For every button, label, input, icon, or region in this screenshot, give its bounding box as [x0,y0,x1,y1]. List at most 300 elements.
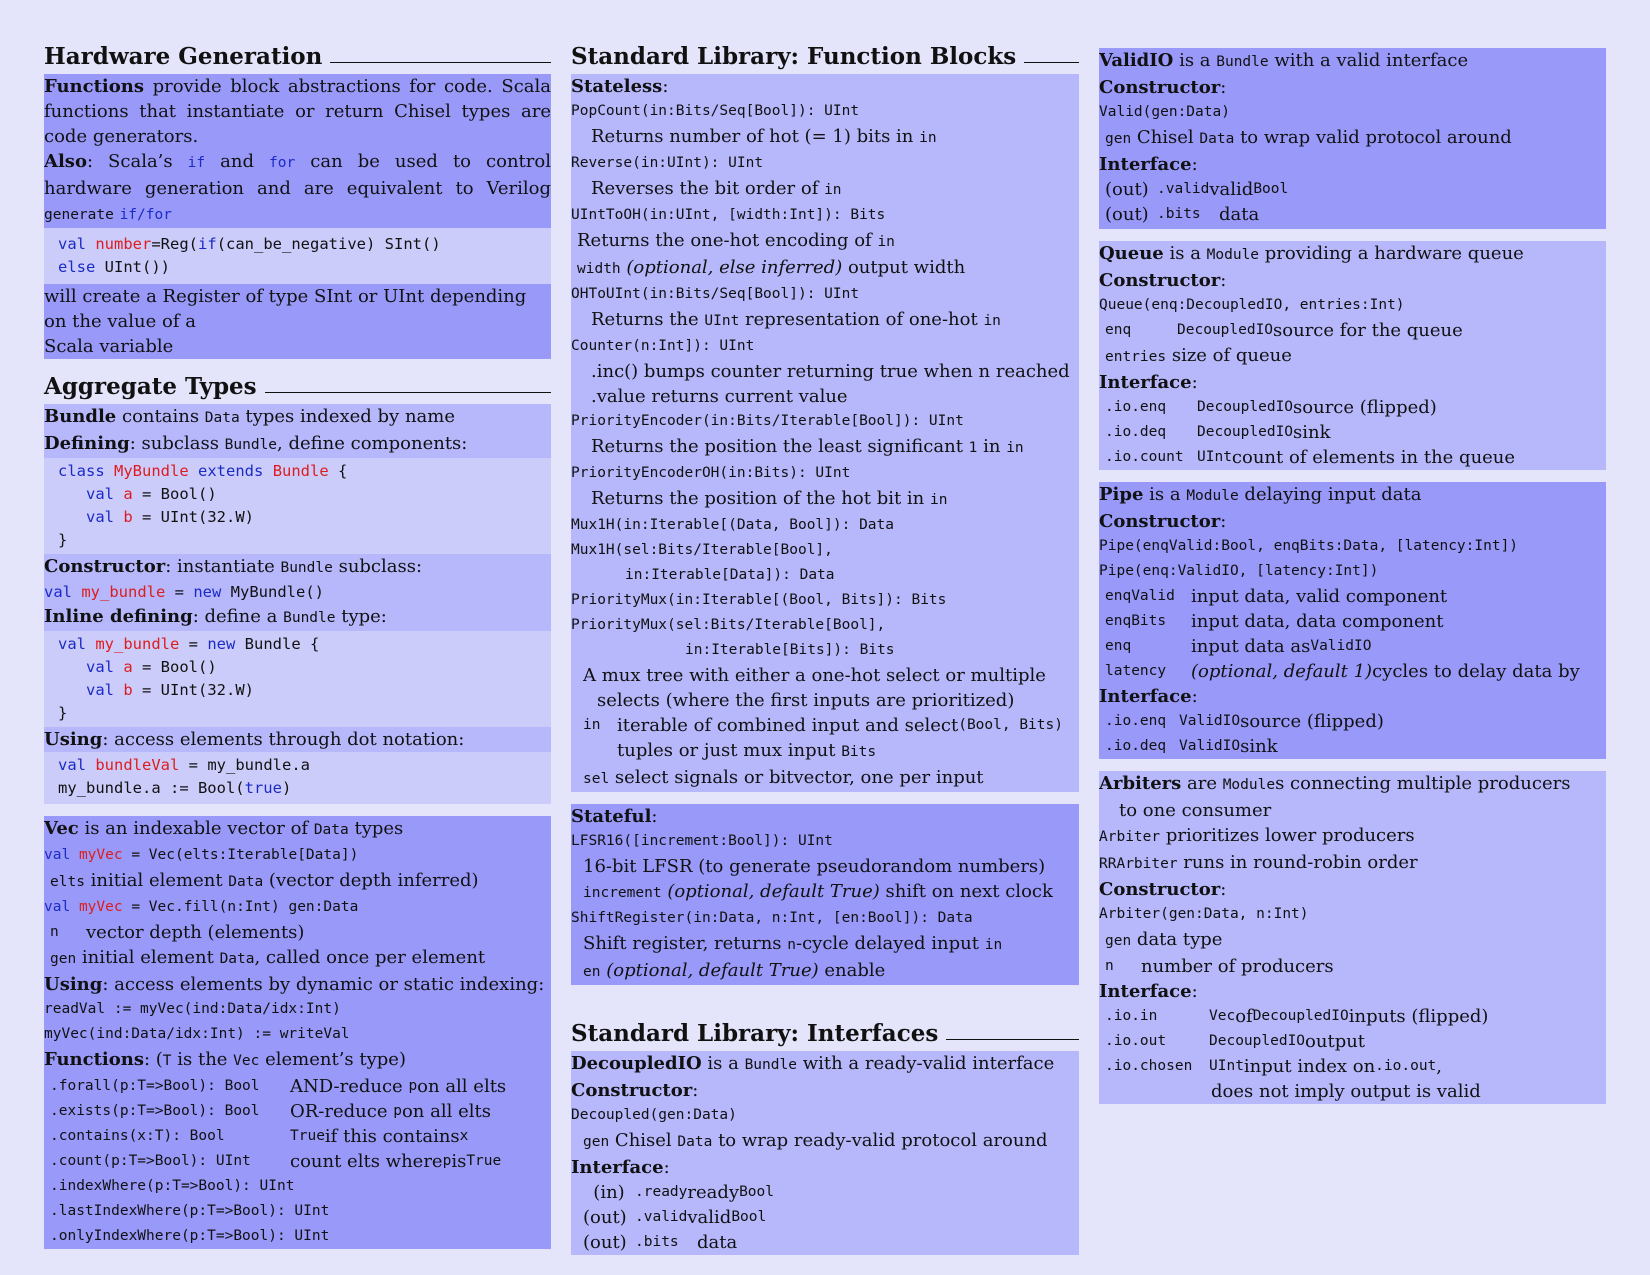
line: Stateful: [571,806,658,827]
section-title: Standard Library: Interfaces [571,1020,939,1047]
text: runs in round-robin order [1177,852,1418,873]
text: (out) [583,1232,627,1253]
code: .forall(p:T=>Bool): Bool [50,1078,260,1094]
code: = Bool() [132,485,217,503]
code-line [44,656,551,679]
code: Vec [1209,1008,1236,1024]
code: Data [1199,131,1235,147]
line [1099,1054,1606,1079]
code: val [86,485,114,503]
text: of [1235,1006,1253,1027]
code-line [44,506,551,529]
code: ValidIO [1310,638,1372,654]
term: Defining [44,433,130,454]
line [1099,445,1606,470]
code: .bits [635,1234,679,1250]
term: Constructor [1099,77,1221,98]
section-aggregate-types [44,370,551,404]
code: .io.deq [1105,738,1167,754]
line [1099,395,1606,420]
code: .ready [635,1184,688,1200]
text: input data, data component [1191,611,1444,632]
line: selects (where the first inputs are prioritized) [597,690,1015,711]
code: entries [1105,349,1167,365]
text: : instantiate [165,556,281,577]
code: = UInt(32.W) [132,508,255,526]
code: ValidIO [1179,738,1241,754]
code: true [244,779,282,797]
text: OR-reduce [290,1101,388,1122]
column-1 [44,40,551,1249]
code: my_bundle.a := Bool( [58,779,245,797]
text: are [1181,773,1223,794]
code: gen [1105,131,1132,147]
line: Queue(enq:DecoupledIO, entries:Int) [1099,297,1405,313]
text: Chisel [609,1130,678,1151]
text: Returns number of hot (= 1) bits in [591,126,920,147]
code-line [44,777,551,800]
text: (optional, default True) [606,960,819,981]
section-title: Aggregate Types [44,373,257,400]
code: = my_bundle.a [179,756,310,774]
term: Constructor [1099,879,1221,900]
code: .exists(p:T=>Bool): Bool [50,1103,260,1119]
line: .value returns current value [591,386,848,407]
code: in [983,313,1001,329]
text: input data, valid component [1191,586,1448,607]
code: Bundle [280,560,333,576]
code: val [86,658,114,676]
code: myVec [78,899,123,915]
text: (in) [593,1182,625,1203]
line [44,1124,551,1149]
text: input data as [1191,636,1311,657]
text: source (flipped) [1240,711,1384,732]
line: Decoupled(gen:Data) [571,1107,737,1123]
line [1099,177,1606,202]
code: =Reg( [151,235,199,253]
code: val [44,899,71,915]
term: Using [44,729,103,750]
text: Returns the position of the hot bit in [591,488,930,509]
line [1099,125,1606,152]
code: in [824,182,842,198]
code: n [50,924,59,940]
code: Module [1186,488,1239,504]
line: .inc() bumps counter returning true when n reached [591,361,1070,382]
code: .io.out [1105,1033,1167,1049]
code: n [787,937,797,953]
line [1099,1029,1606,1054]
code: enqValid [1105,588,1175,604]
code: UInt [1209,1058,1244,1074]
line [44,431,551,458]
hw-explain-text: will create a Register of type SInt or UInt depending on the value of a [44,286,527,332]
code: .io.enq [1105,399,1167,415]
text: count of elements in the queue [1231,447,1516,468]
code-line [44,483,551,506]
code-line [44,529,551,552]
line [571,713,1079,738]
text: prioritizes lower producers [1160,825,1415,846]
line [571,228,1079,255]
line: Pipe(enqValid:Bool, enqBits:Data, [latency:Int]) [1099,538,1519,554]
text: iterable of combined input and select [617,715,959,736]
line: PriorityMux(in:Iterable[(Bool, Bits]): Bits [571,592,947,608]
line [44,727,551,752]
code: b [123,508,133,526]
code: Bundle [1216,54,1269,70]
code: bundleVal [95,756,180,774]
line [44,868,551,895]
line [44,1099,551,1124]
line [1099,482,1606,509]
text: data type [1131,929,1223,950]
code: Bits [841,744,877,760]
code: Bundle [283,610,336,626]
line [571,307,1079,334]
code: Data [228,874,264,890]
line: Interface: [571,1157,670,1178]
code: val [44,583,72,601]
code: in [583,717,601,733]
section-interfaces [571,1017,1079,1051]
code: } [58,531,68,549]
code: n [1105,958,1114,974]
text: ready [687,1182,740,1203]
term: Constructor [571,1080,693,1101]
code: myVec [78,847,123,863]
text: source for the queue [1273,320,1463,341]
section-rule [1024,62,1079,63]
code: in [930,492,948,508]
code: new [207,635,236,653]
code: en [583,964,601,980]
code: DecoupledIO [1197,424,1294,440]
text: Returns the one-hot encoding of [577,230,878,251]
term: ValidIO [1099,50,1174,71]
code: Module [1206,247,1260,263]
code: T [162,1053,172,1069]
code: True [290,1128,325,1144]
code: b [123,681,133,699]
code: if [198,235,217,253]
hw-code-block [44,228,551,284]
line [1099,584,1606,609]
text: with a ready-valid interface [796,1053,1055,1074]
line: Constructor: [1099,270,1227,291]
line: Pipe(enq:ValidIO, [latency:Int]) [1099,563,1379,579]
code: if/for [119,207,172,223]
agg-constructor-block [44,554,551,631]
text: representation of one-hot [739,309,984,330]
code: Bundle [224,437,278,453]
text: tuples or just mux input [617,740,842,761]
code: Bool [1253,181,1289,197]
code: gen [50,951,77,967]
text: : define a [192,606,284,627]
line [1099,420,1606,445]
code: latency [1105,663,1167,679]
line: myVec(ind:Data/idx:Int) := writeVal [44,1026,350,1042]
text: to wrap valid protocol around [1234,127,1512,148]
text: Returns the position the least significant [591,436,969,457]
line: Interface: [1099,372,1198,393]
code: for [269,155,296,171]
text: (out) [583,1207,627,1228]
text: select signals or bitvector, one per input [609,767,984,788]
section-rule [265,392,551,393]
text: -cycle delayed input [796,933,985,954]
code: enq [1105,322,1132,338]
line [571,176,1079,203]
code: MyBundle [114,462,189,480]
term: Functions [44,76,144,97]
text: is [451,1151,467,1172]
line [571,879,1079,906]
code: .contains(x:T): Bool [50,1128,225,1144]
code: UInt [1197,449,1232,465]
text: Shift register, returns [583,933,788,954]
line [1099,343,1606,370]
line: A mux tree with either a one-hot select or multiple [583,665,1046,686]
line [1099,823,1606,850]
hw-explain-text-2: Scala variable [44,336,174,357]
code: Bool [731,1209,767,1225]
line: in:Iterable[Data]): Data [625,567,835,583]
code: Bundle { [235,635,320,653]
line [44,1149,551,1174]
code: = Bool() [132,658,217,676]
code: val [58,635,86,653]
line [571,1205,1079,1230]
line: ShiftRegister(in:Data, n:Int, [en:Bool]): Data [571,910,973,926]
text: initial element [84,870,229,891]
code-line [44,633,551,656]
text: AND-reduce [290,1076,403,1097]
code: width [577,261,621,277]
text: data [697,1232,738,1253]
line [44,404,551,431]
text: type: [335,606,387,627]
line [1099,318,1606,343]
text: to wrap ready-valid protocol around [712,1130,1048,1151]
line [1099,634,1606,659]
code: ValidIO [1179,713,1241,729]
line: Constructor: [571,1080,699,1101]
text: Returns the [591,309,705,330]
term: Interface [1099,154,1192,175]
line: does not imply output is valid [1211,1081,1481,1102]
line [571,1051,1079,1078]
code: Bundle [744,1057,797,1073]
text: (optional, else inferred) [626,257,843,278]
code: = [165,583,194,601]
text: with a valid interface [1268,50,1469,71]
hw-explain-block [44,284,551,359]
line [1099,709,1606,734]
text: Chisel [1131,127,1200,148]
text: on all elts [417,1076,507,1097]
code: in [919,130,937,146]
text: is a [701,1053,745,1074]
term: Interface [1099,372,1192,393]
line: 16-bit LFSR (to generate pseudorandom numbers) [583,856,1046,877]
code: new [193,583,222,601]
line [571,931,1079,958]
text: : Scala’s [86,151,188,172]
text: provide block abstractions for code. Scala functions that instantiate or return Chisel types are code generators. [44,76,551,147]
pipe-block [1099,482,1606,759]
queue-block [1099,241,1606,470]
text: vector depth (elements) [86,922,305,943]
code: generate [44,207,114,223]
column-2 [571,40,1079,1255]
text: s connecting multiple producers [1275,773,1571,794]
line [1099,734,1606,759]
text: : access elements through dot notation: [102,729,465,750]
text: , define components: [277,433,468,454]
term: Bundle [44,406,117,427]
line [44,945,551,972]
line [571,486,1079,513]
code: = [179,635,208,653]
text: is the [171,1049,234,1070]
term: Interface [571,1157,664,1178]
code: enqBits [1105,613,1167,629]
code: Vec [233,1053,260,1069]
term: Inline defining [44,606,193,627]
code-line [44,754,551,777]
line [44,604,551,631]
text: contains [116,406,205,427]
line [1099,609,1606,634]
text: and [205,151,270,172]
term: Functions [44,1049,144,1070]
line [571,1128,1079,1155]
agg-using-code [44,752,551,804]
section-rule [330,62,551,63]
fb-stateless-block [571,74,1079,792]
code-line [44,460,551,483]
text: providing a hardware queue [1259,243,1524,264]
text: valid [1209,179,1254,200]
line: .lastIndexWhere(p:T=>Bool): UInt [50,1203,330,1219]
agg-inline-code [44,631,551,727]
line: to one consumer [1119,800,1272,821]
term: Interface [1099,981,1192,1002]
code: True [466,1153,502,1169]
code: Data [313,822,349,838]
text: count elts where [290,1151,443,1172]
code: p [393,1103,402,1119]
text: input index on [1243,1056,1376,1077]
line [1099,771,1606,798]
code: Data [677,1134,713,1150]
line [571,255,1079,282]
text: is an indexable vector of [78,818,314,839]
fb-stateful-block [571,804,1079,985]
line [571,124,1079,151]
column-3 [1099,48,1606,1104]
text: Reverses the bit order of [591,178,825,199]
code: Data [219,951,255,967]
code: = Vec.fill(n:Int) gen:Data [122,899,359,915]
line [44,554,551,581]
section-function-blocks [571,40,1079,74]
line: Constructor: [1099,879,1227,900]
line [571,434,1079,461]
code: gen [1105,933,1132,949]
text: output width [842,257,966,278]
line [44,895,551,920]
line: Interface: [1099,981,1198,1002]
hw-functions-block [44,74,551,228]
line [1099,241,1606,268]
code: ) [281,779,292,797]
line: PopCount(in:Bits/Seq[Bool]): UInt [571,103,860,119]
line [44,920,551,945]
line [1099,850,1606,877]
code: Bool [739,1184,774,1200]
line [44,843,551,868]
code: enq [1105,638,1132,654]
code: elts [50,874,85,890]
line [44,972,551,997]
line: UIntToOH(in:UInt, [width:Int]): Bits [571,207,886,223]
code-line [44,233,551,256]
line [571,1180,1079,1205]
code: val [58,235,86,253]
code-line [44,702,551,725]
text: sink [1293,422,1331,443]
code: } [58,704,68,722]
code: .valid [635,1209,688,1225]
line: readVal := myVec(ind:Data/idx:Int) [44,1001,341,1017]
code: p [408,1078,418,1094]
line [1099,1004,1606,1029]
term: Interface [1099,686,1192,707]
line: Valid(gen:Data) [1099,104,1230,120]
code: p [442,1153,452,1169]
code: .io.out [1375,1058,1437,1074]
term: Vec [44,818,79,839]
line: LFSR16([increment:Bool]): UInt [571,833,833,849]
code: 1 [968,440,978,456]
code: sel [583,771,610,787]
code: class [58,462,105,480]
arbiters-block [1099,771,1606,1104]
code: number [95,235,152,253]
section-title: Hardware Generation [44,43,323,70]
text: enable [818,960,886,981]
term: Constructor [1099,511,1221,532]
text: valid [687,1207,732,1228]
text: on all elts [401,1101,491,1122]
code: .count(p:T=>Bool): UInt [50,1153,251,1169]
line: PriorityMux(sel:Bits/Iterable[Bool], [571,617,886,633]
code: .io.enq [1105,713,1167,729]
code: DecoupledIO [1252,1008,1349,1024]
line [44,1047,551,1074]
code: my_bundle [81,583,166,601]
code: = UInt(32.W) [132,681,255,699]
code: Data [204,410,240,426]
text: cycles to delay data by [1372,661,1580,682]
code: a [123,658,133,676]
code: gen [583,1134,610,1150]
term: Constructor [1099,270,1221,291]
